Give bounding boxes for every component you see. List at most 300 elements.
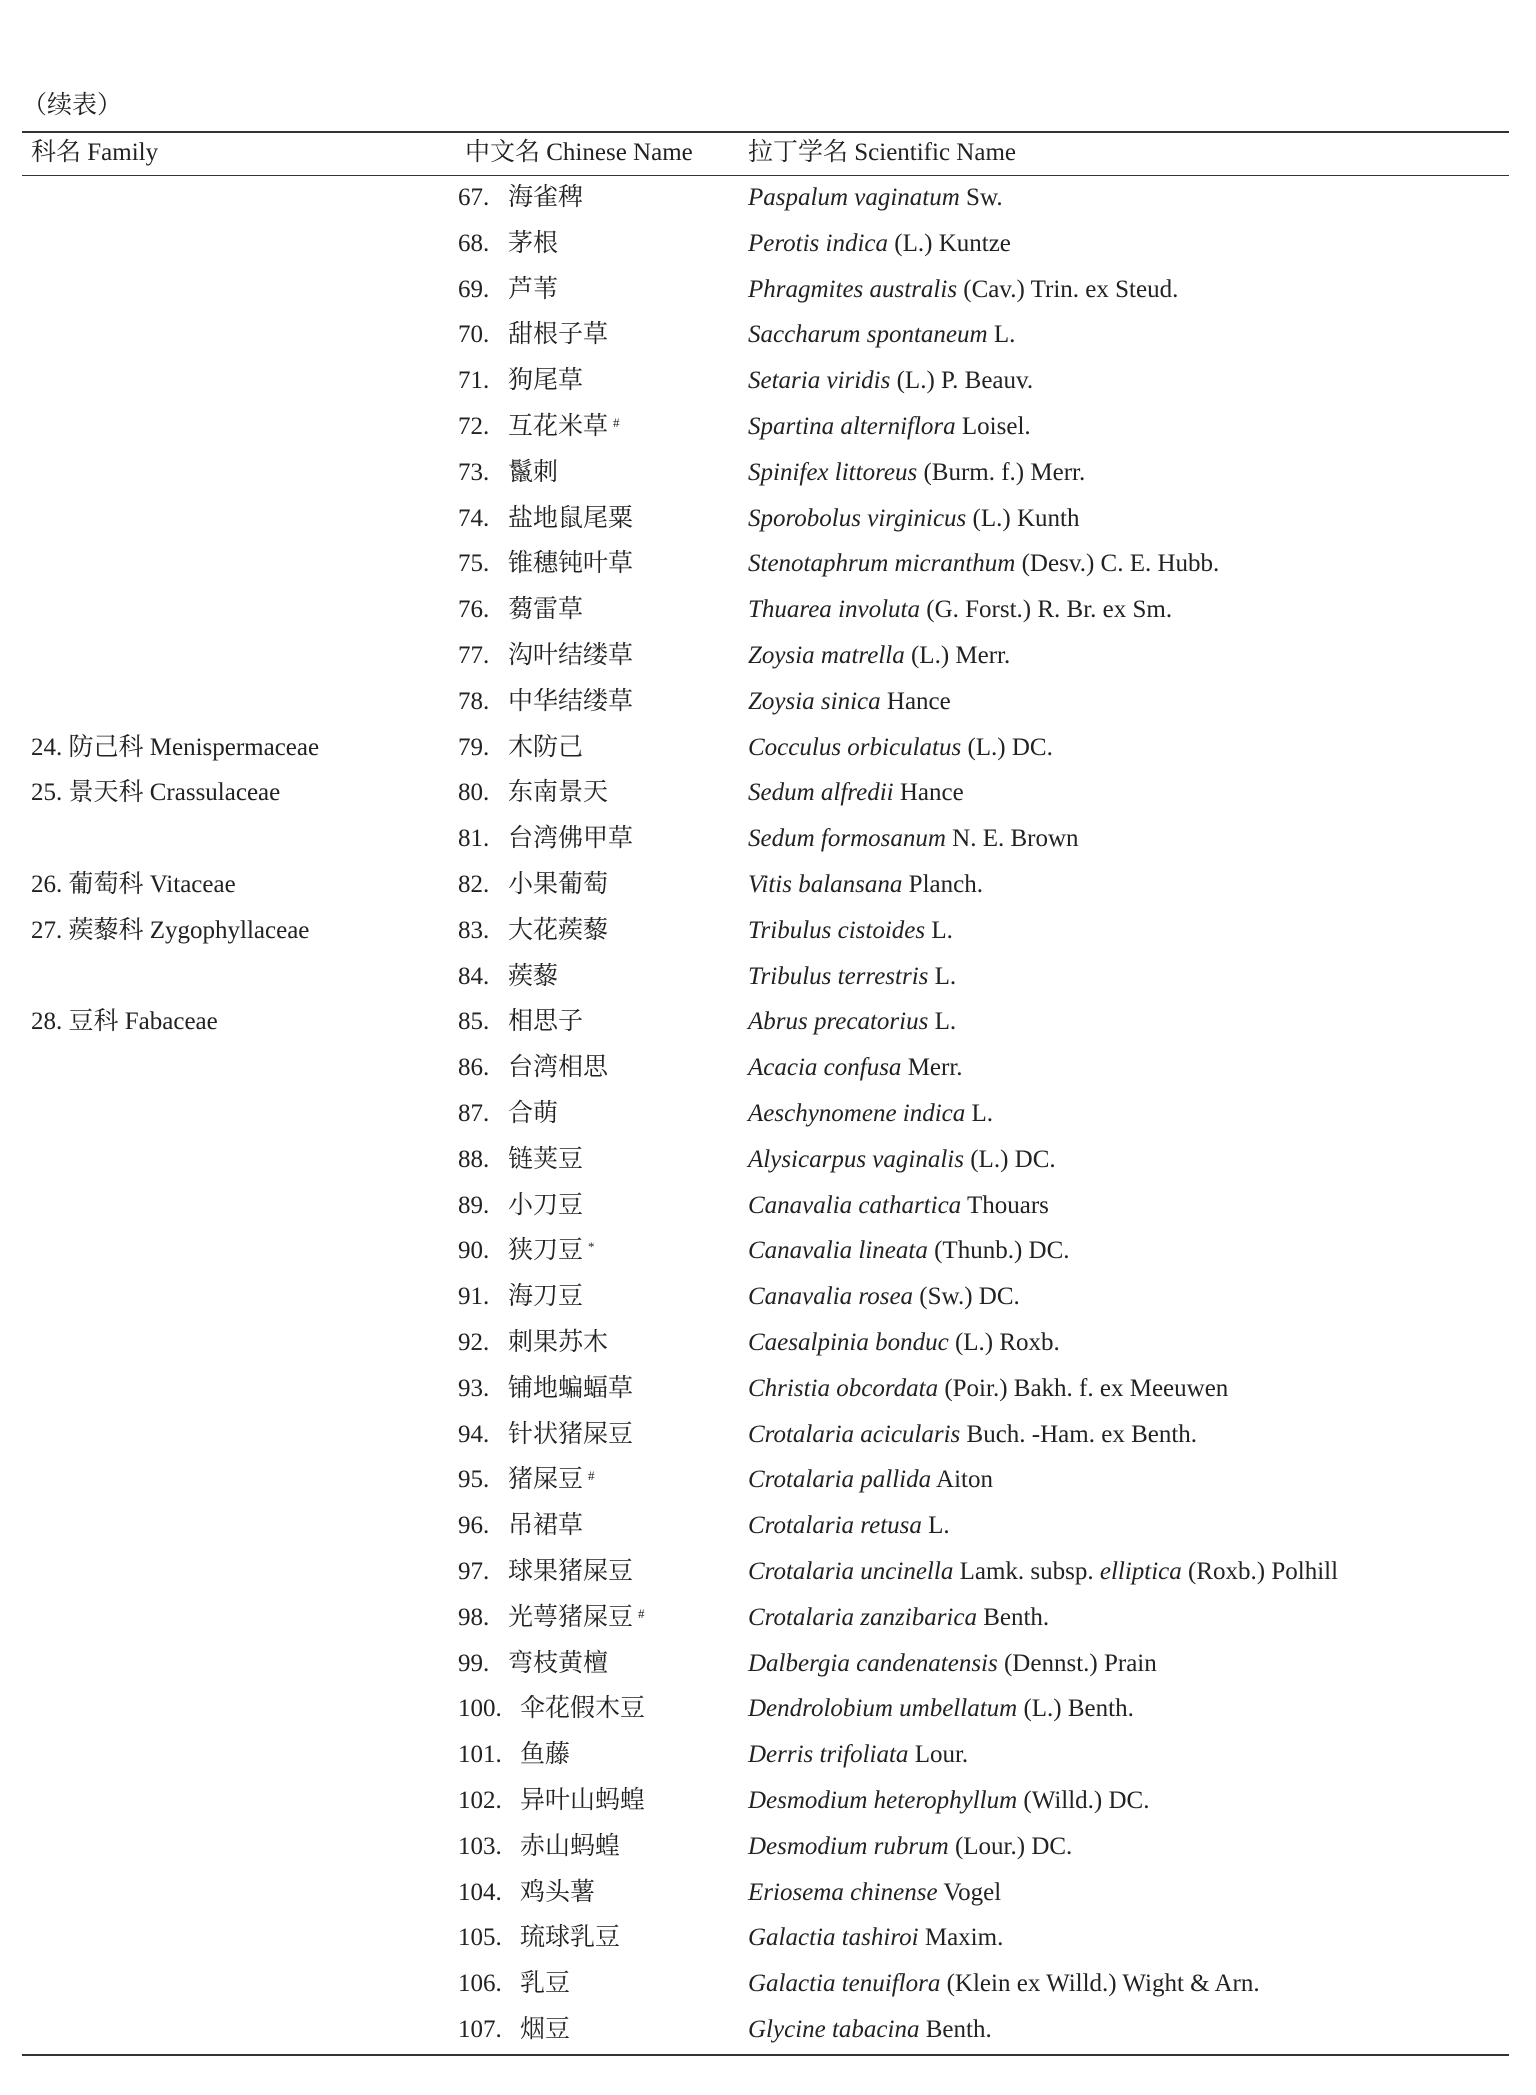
chinese-name: 烟豆	[520, 2016, 571, 2043]
family-cell: 28. 豆科 Fabaceae	[31, 1008, 218, 1036]
species-number: 90.	[458, 1237, 490, 1265]
chinese-name-cell	[508, 500, 633, 538]
scientific-authority-2: (Roxb.) Polhill	[1181, 1558, 1339, 1585]
table-row	[0, 1736, 1536, 1782]
scientific-authority: L.	[928, 1008, 957, 1036]
scientific-name-cell	[748, 545, 1219, 583]
chinese-name-cell	[508, 683, 633, 721]
table-row	[0, 1141, 1536, 1187]
species-number: 106.	[458, 1970, 502, 1998]
family-cell: 25. 景天科 Crassulaceae	[31, 779, 281, 807]
scientific-binomial: Crotalaria uncinella	[748, 1558, 954, 1585]
species-number: 75.	[458, 550, 490, 578]
chinese-name-cell	[508, 1461, 595, 1499]
family-cell: 27. 蒺藜科 Zygophyllaceae	[31, 916, 310, 944]
scientific-name-cell	[748, 866, 983, 904]
species-number: 76.	[458, 596, 490, 624]
chinese-name-cell	[508, 591, 583, 629]
species-number: 91.	[458, 1283, 490, 1311]
chinese-name: 台湾相思	[508, 1054, 609, 1082]
scientific-authority: Benth.	[919, 2016, 992, 2043]
note-mark: #	[613, 415, 620, 430]
chinese-name: 合萌	[508, 1100, 559, 1127]
chinese-name-cell	[508, 1324, 608, 1362]
scientific-authority: Aiton	[931, 1466, 993, 1494]
species-number: 71.	[458, 367, 490, 395]
scientific-authority: Sw.	[959, 184, 1003, 211]
scientific-authority: L.	[921, 1512, 950, 1540]
scientific-name-cell	[748, 1919, 1003, 1957]
chinese-name-cell	[508, 1187, 583, 1225]
species-number: 97.	[458, 1558, 490, 1585]
scientific-binomial: Spinifex littoreus	[748, 458, 918, 486]
scientific-authority: (G. Forst.) R. Br. ex Sm.	[920, 596, 1173, 624]
scientific-binomial: Eriosema chinense	[748, 1878, 938, 1906]
chinese-name-cell	[508, 637, 633, 675]
scientific-binomial: Vitis balansana	[748, 871, 903, 898]
chinese-name: 乳豆	[520, 1970, 571, 1998]
table-row	[0, 1690, 1536, 1736]
scientific-authority: L.	[987, 321, 1016, 349]
table-row	[0, 1095, 1536, 1141]
table-row	[0, 1965, 1536, 2011]
chinese-name: 蒺藜	[508, 962, 559, 990]
scientific-binomial: Crotalaria pallida	[748, 1466, 932, 1494]
species-number: 99.	[458, 1649, 490, 1677]
scientific-binomial: Acacia confusa	[748, 1054, 902, 1082]
species-number: 79.	[458, 733, 490, 761]
table-row	[0, 729, 1536, 775]
scientific-authority: (Sw.) DC.	[913, 1283, 1020, 1311]
scientific-binomial: Crotalaria acicularis	[748, 1420, 961, 1448]
chinese-name: 琉球乳豆	[520, 1924, 621, 1952]
table-row	[0, 2011, 1536, 2057]
chinese-name-cell	[508, 316, 608, 354]
chinese-name: 光萼猪屎豆	[508, 1603, 634, 1631]
scientific-name-cell	[748, 1645, 1157, 1683]
scientific-authority: (L.) Roxb.	[948, 1329, 1060, 1356]
chinese-name-cell	[508, 1645, 608, 1683]
scientific-name-cell	[748, 1278, 1020, 1316]
scientific-binomial: Desmodium rubrum	[748, 1832, 949, 1860]
scientific-name-cell	[748, 500, 1079, 538]
scientific-authority: (Lour.) DC.	[948, 1832, 1073, 1860]
scientific-authority: (L.) DC.	[963, 1145, 1056, 1173]
scientific-name-cell	[748, 1141, 1056, 1179]
table-row	[0, 683, 1536, 729]
table-row	[0, 362, 1536, 408]
species-number: 73.	[458, 458, 490, 486]
scientific-name-cell	[748, 591, 1172, 629]
chinese-name-cell	[508, 1278, 583, 1316]
chinese-name-cell	[520, 1919, 620, 1957]
scientific-name-cell	[748, 820, 1079, 858]
chinese-name-cell	[508, 820, 633, 858]
species-number: 85.	[458, 1008, 490, 1036]
scientific-authority: L.	[925, 916, 953, 944]
species-number: 101.	[458, 1741, 502, 1769]
scientific-name-cell	[748, 454, 1085, 492]
scientific-authority: (L.) Benth.	[1017, 1695, 1134, 1723]
chinese-name: 芦苇	[508, 275, 559, 303]
species-number: 93.	[458, 1374, 490, 1402]
table-row	[0, 1553, 1536, 1599]
species-number: 86.	[458, 1054, 490, 1082]
table-row	[0, 958, 1536, 1004]
family-cell: 24. 防己科 Menispermaceae	[31, 733, 320, 761]
scientific-name-cell	[748, 1782, 1149, 1820]
scientific-name-cell	[748, 1507, 950, 1545]
scientific-authority: (L.) P. Beauv.	[890, 367, 1034, 395]
species-number: 104.	[458, 1878, 502, 1906]
chinese-name-cell	[508, 1003, 583, 1041]
table-row	[0, 1599, 1536, 1645]
table-row	[0, 820, 1536, 866]
scientific-binomial: Caesalpinia bonduc	[748, 1329, 949, 1356]
scientific-name-cell	[748, 1232, 1070, 1270]
chinese-name-cell	[508, 545, 633, 583]
scientific-binomial: Dendrolobium umbellatum	[748, 1695, 1018, 1723]
scientific-authority: L.	[928, 962, 957, 990]
scientific-authority: (L.) DC.	[961, 733, 1053, 761]
species-number: 107.	[458, 2016, 502, 2043]
scientific-name-cell	[748, 683, 951, 721]
scientific-authority: (Thunb.) DC.	[927, 1237, 1070, 1265]
chinese-name: 盐地鼠尾粟	[508, 504, 634, 532]
table-row	[0, 454, 1536, 500]
table-row	[0, 1919, 1536, 1965]
scientific-binomial: Aeschynomene indica	[748, 1100, 966, 1127]
table-row	[0, 1461, 1536, 1507]
scientific-authority: (Desv.) C. E. Hubb.	[1015, 550, 1220, 578]
column-header-scientific-name: 拉丁学名 Scientific Name	[748, 139, 1016, 166]
chinese-name: 大花蒺藜	[508, 916, 609, 944]
chinese-name-cell	[508, 1095, 558, 1133]
species-number: 96.	[458, 1512, 490, 1540]
scientific-authority: (L.) Kuntze	[888, 229, 1011, 257]
scientific-binomial: Canavalia lineata	[748, 1237, 928, 1265]
scientific-name-cell	[748, 1553, 1338, 1591]
scientific-name-cell	[748, 1965, 1260, 2003]
chinese-name-cell	[520, 1690, 645, 1728]
scientific-name-cell	[748, 1187, 1049, 1225]
table-top-rule	[22, 131, 1509, 133]
scientific-binomial: Zoysia sinica	[748, 687, 881, 715]
table-row	[0, 1232, 1536, 1278]
chinese-name-cell	[508, 1141, 583, 1179]
chinese-name: 针状猪屎豆	[508, 1420, 634, 1448]
scientific-authority: (Willd.) DC.	[1017, 1787, 1150, 1814]
chinese-name: 甜根子草	[508, 321, 609, 349]
species-number: 84.	[458, 962, 490, 990]
scientific-name-cell	[748, 774, 964, 812]
scientific-name-cell	[748, 1828, 1072, 1866]
chinese-name: 海刀豆	[508, 1283, 584, 1311]
species-number: 69.	[458, 275, 490, 303]
scientific-authority: Benth.	[976, 1603, 1050, 1631]
table-row	[0, 271, 1536, 317]
chinese-name: 球果猪屎豆	[508, 1558, 634, 1585]
table-row	[0, 1370, 1536, 1416]
scientific-authority: Buch. -Ham. ex Benth.	[960, 1420, 1198, 1448]
scientific-authority: (Klein ex Willd.) Wight & Arn.	[940, 1970, 1260, 1998]
species-number: 89.	[458, 1191, 490, 1219]
column-header-family: 科名 Family	[31, 139, 159, 166]
chinese-name-cell	[508, 774, 608, 812]
scientific-name-cell	[748, 179, 1003, 217]
chinese-name: 猪屎豆	[508, 1466, 584, 1494]
scientific-name-cell	[748, 1461, 993, 1499]
species-number: 68.	[458, 229, 490, 257]
table-row	[0, 225, 1536, 271]
scientific-authority: (Burm. f.) Merr.	[917, 458, 1086, 486]
chinese-name-cell	[508, 362, 583, 400]
species-number: 77.	[458, 642, 490, 669]
species-number: 88.	[458, 1145, 490, 1173]
chinese-name: 中华结缕草	[508, 687, 634, 715]
chinese-name: 狭刀豆	[508, 1237, 584, 1265]
scientific-binomial: Sedum formosanum	[748, 825, 946, 853]
scientific-name-cell	[748, 408, 1031, 446]
chinese-name-cell	[508, 958, 558, 996]
scientific-binomial: Phragmites australis	[748, 275, 958, 303]
scientific-binomial: Perotis indica	[748, 229, 889, 257]
species-number: 70.	[458, 321, 490, 349]
scientific-infraspecific: elliptica	[1099, 1558, 1182, 1585]
chinese-name: 伞花假木豆	[520, 1695, 646, 1723]
chinese-name: 东南景天	[508, 779, 609, 807]
scientific-name-cell	[748, 1874, 1001, 1912]
table-row	[0, 1324, 1536, 1370]
species-number: 83.	[458, 916, 490, 944]
scientific-binomial: Thuarea involuta	[748, 596, 920, 624]
scientific-binomial: Sedum alfredii	[748, 779, 894, 807]
chinese-name-cell	[508, 912, 608, 950]
chinese-name: 沟叶结缕草	[508, 642, 634, 669]
table-row	[0, 1645, 1536, 1691]
chinese-name-cell	[520, 1782, 645, 1820]
chinese-name-cell	[508, 866, 608, 904]
scientific-authority: Loisel.	[955, 413, 1031, 440]
species-number: 78.	[458, 687, 490, 715]
family-cell: 26. 葡萄科 Vitaceae	[31, 871, 236, 898]
scientific-name-cell	[748, 1003, 956, 1041]
chinese-name: 吊裙草	[508, 1512, 584, 1540]
scientific-binomial: Tribulus cistoides	[748, 916, 926, 944]
scientific-binomial: Canavalia rosea	[748, 1283, 914, 1311]
scientific-binomial: Crotalaria zanzibarica	[748, 1603, 977, 1631]
scientific-authority: Hance	[893, 779, 964, 807]
species-number: 74.	[458, 504, 490, 532]
scientific-binomial: Sporobolus virginicus	[748, 504, 967, 532]
scientific-binomial: Alysicarpus vaginalis	[748, 1145, 964, 1173]
chinese-name-cell	[508, 1599, 645, 1637]
species-number: 87.	[458, 1100, 490, 1127]
scientific-name-cell	[748, 912, 953, 950]
scientific-authority: N. E. Brown	[945, 825, 1079, 853]
species-number: 80.	[458, 779, 490, 807]
table-header-rule	[22, 175, 1509, 176]
chinese-name: 蒭雷草	[508, 596, 584, 624]
scientific-binomial: Canavalia cathartica	[748, 1191, 962, 1219]
scientific-name-cell	[748, 1095, 993, 1133]
scientific-authority: L.	[965, 1100, 994, 1127]
table-row	[0, 1278, 1536, 1324]
chinese-name-cell	[520, 1965, 570, 2003]
scientific-name-cell	[748, 1690, 1134, 1728]
species-number: 105.	[458, 1924, 502, 1952]
scientific-authority: (Cav.) Trin. ex Steud.	[957, 275, 1179, 303]
chinese-name: 赤山蚂蝗	[520, 1832, 621, 1860]
table-row	[0, 774, 1536, 820]
scientific-authority: Planch.	[902, 871, 983, 898]
chinese-name-cell	[508, 225, 558, 263]
scientific-name-cell	[748, 637, 1010, 675]
chinese-name-cell	[508, 271, 558, 309]
species-number: 92.	[458, 1329, 490, 1356]
scientific-name-cell	[748, 271, 1178, 309]
scientific-binomial: Crotalaria retusa	[748, 1512, 922, 1540]
species-number: 103.	[458, 1832, 502, 1860]
scientific-authority: Merr.	[901, 1054, 963, 1082]
table-row	[0, 1874, 1536, 1920]
species-number: 94.	[458, 1420, 490, 1448]
chinese-name: 茅根	[508, 229, 559, 257]
chinese-name-cell	[508, 1370, 633, 1408]
scientific-name-cell	[748, 1324, 1060, 1362]
scientific-authority: Lour.	[908, 1741, 969, 1769]
scientific-authority: Vogel	[937, 1878, 1002, 1906]
chinese-name: 海雀稗	[508, 184, 584, 211]
scientific-binomial: Galactia tenuiflora	[748, 1970, 941, 1998]
chinese-name-cell	[508, 1553, 633, 1591]
note-mark: #	[638, 1605, 645, 1621]
species-number: 100.	[458, 1695, 502, 1723]
scientific-name-cell	[748, 1416, 1197, 1454]
scientific-authority: Lamk. subsp.	[953, 1558, 1100, 1585]
table-row	[0, 1187, 1536, 1233]
scientific-name-cell	[748, 1049, 963, 1087]
chinese-name: 异叶山蚂蝗	[520, 1787, 646, 1814]
scientific-authority: (L.) Merr.	[904, 642, 1011, 669]
chinese-name: 小果葡萄	[508, 871, 609, 898]
chinese-name: 台湾佛甲草	[508, 825, 634, 853]
table-row	[0, 500, 1536, 546]
scientific-authority: Hance	[880, 687, 951, 715]
species-number: 102.	[458, 1787, 502, 1814]
chinese-name: 相思子	[508, 1008, 584, 1036]
note-mark: #	[588, 1468, 595, 1484]
chinese-name: 铺地蝙蝠草	[508, 1374, 634, 1402]
chinese-name: 小刀豆	[508, 1191, 584, 1219]
species-number: 82.	[458, 871, 490, 898]
scientific-authority: (Poir.) Bakh. f. ex Meeuwen	[938, 1374, 1229, 1402]
scientific-name-cell	[748, 1370, 1228, 1408]
scientific-name-cell	[748, 316, 1015, 354]
table-row	[0, 1782, 1536, 1828]
scientific-binomial: Spartina alterniflora	[748, 413, 956, 440]
table-bottom-rule	[22, 2054, 1509, 2056]
chinese-name-cell	[520, 1736, 570, 1774]
scientific-binomial: Glycine tabacina	[748, 2016, 920, 2043]
chinese-name-cell	[520, 2011, 570, 2049]
chinese-name: 鸡头薯	[520, 1878, 596, 1906]
scientific-authority: Thouars	[961, 1191, 1049, 1219]
table-row	[0, 637, 1536, 683]
scientific-name-cell	[748, 1599, 1049, 1637]
chinese-name-cell	[520, 1874, 595, 1912]
scientific-binomial: Dalbergia candenatensis	[748, 1649, 998, 1677]
scientific-binomial: Saccharum spontaneum	[748, 321, 988, 349]
scientific-name-cell	[748, 225, 1011, 263]
chinese-name-cell	[508, 408, 620, 446]
species-number: 72.	[458, 413, 490, 440]
scientific-name-cell	[748, 2011, 992, 2049]
continued-label: （续表）	[22, 92, 123, 119]
scientific-binomial: Desmodium heterophyllum	[748, 1787, 1018, 1814]
chinese-name: 木防己	[508, 733, 584, 761]
species-number: 81.	[458, 825, 490, 853]
species-number: 67.	[458, 184, 490, 211]
chinese-name: 鱼藤	[520, 1741, 571, 1769]
scientific-binomial: Derris trifoliata	[748, 1741, 909, 1769]
column-header-chinese-name: 中文名 Chinese Name	[465, 139, 693, 166]
scientific-name-cell	[748, 729, 1053, 767]
chinese-name-cell	[520, 1828, 620, 1866]
table-row	[0, 408, 1536, 454]
chinese-name-cell	[508, 1049, 608, 1087]
scientific-binomial: Abrus precatorius	[748, 1008, 929, 1036]
chinese-name: 刺果苏木	[508, 1329, 609, 1356]
chinese-name-cell	[508, 179, 583, 217]
species-number: 95.	[458, 1466, 490, 1494]
scientific-name-cell	[748, 1736, 968, 1774]
chinese-name: 鬣刺	[508, 458, 559, 486]
scientific-binomial: Zoysia matrella	[748, 642, 905, 669]
table-row	[0, 545, 1536, 591]
scientific-binomial: Galactia tashiroi	[748, 1924, 919, 1952]
scientific-binomial: Paspalum vaginatum	[748, 184, 960, 211]
scientific-name-cell	[748, 958, 956, 996]
table-row	[0, 1416, 1536, 1462]
scientific-authority: (L.) Kunth	[966, 504, 1080, 532]
chinese-name-cell	[508, 1416, 633, 1454]
scientific-binomial: Tribulus terrestris	[748, 962, 929, 990]
scientific-binomial: Setaria viridis	[748, 367, 891, 395]
chinese-name: 锥穗钝叶草	[508, 550, 634, 578]
note-mark: *	[588, 1239, 595, 1255]
scientific-binomial: Christia obcordata	[748, 1374, 939, 1402]
scientific-binomial: Stenotaphrum micranthum	[748, 550, 1016, 578]
table-row	[0, 1049, 1536, 1095]
chinese-name-cell	[508, 729, 583, 767]
chinese-name: 狗尾草	[508, 367, 584, 395]
table-row	[0, 1003, 1536, 1049]
chinese-name: 弯枝黄檀	[508, 1649, 609, 1677]
chinese-name: 互花米草	[508, 413, 609, 440]
table-row	[0, 179, 1536, 225]
species-number: 98.	[458, 1603, 490, 1631]
scientific-authority: Maxim.	[918, 1924, 1004, 1952]
table-row	[0, 316, 1536, 362]
chinese-name: 链荚豆	[508, 1145, 584, 1173]
chinese-name-cell	[508, 454, 558, 492]
scientific-authority: (Dennst.) Prain	[997, 1649, 1157, 1677]
scientific-binomial: Cocculus orbiculatus	[748, 733, 962, 761]
scientific-name-cell	[748, 362, 1033, 400]
table-row	[0, 912, 1536, 958]
table-row	[0, 591, 1536, 637]
